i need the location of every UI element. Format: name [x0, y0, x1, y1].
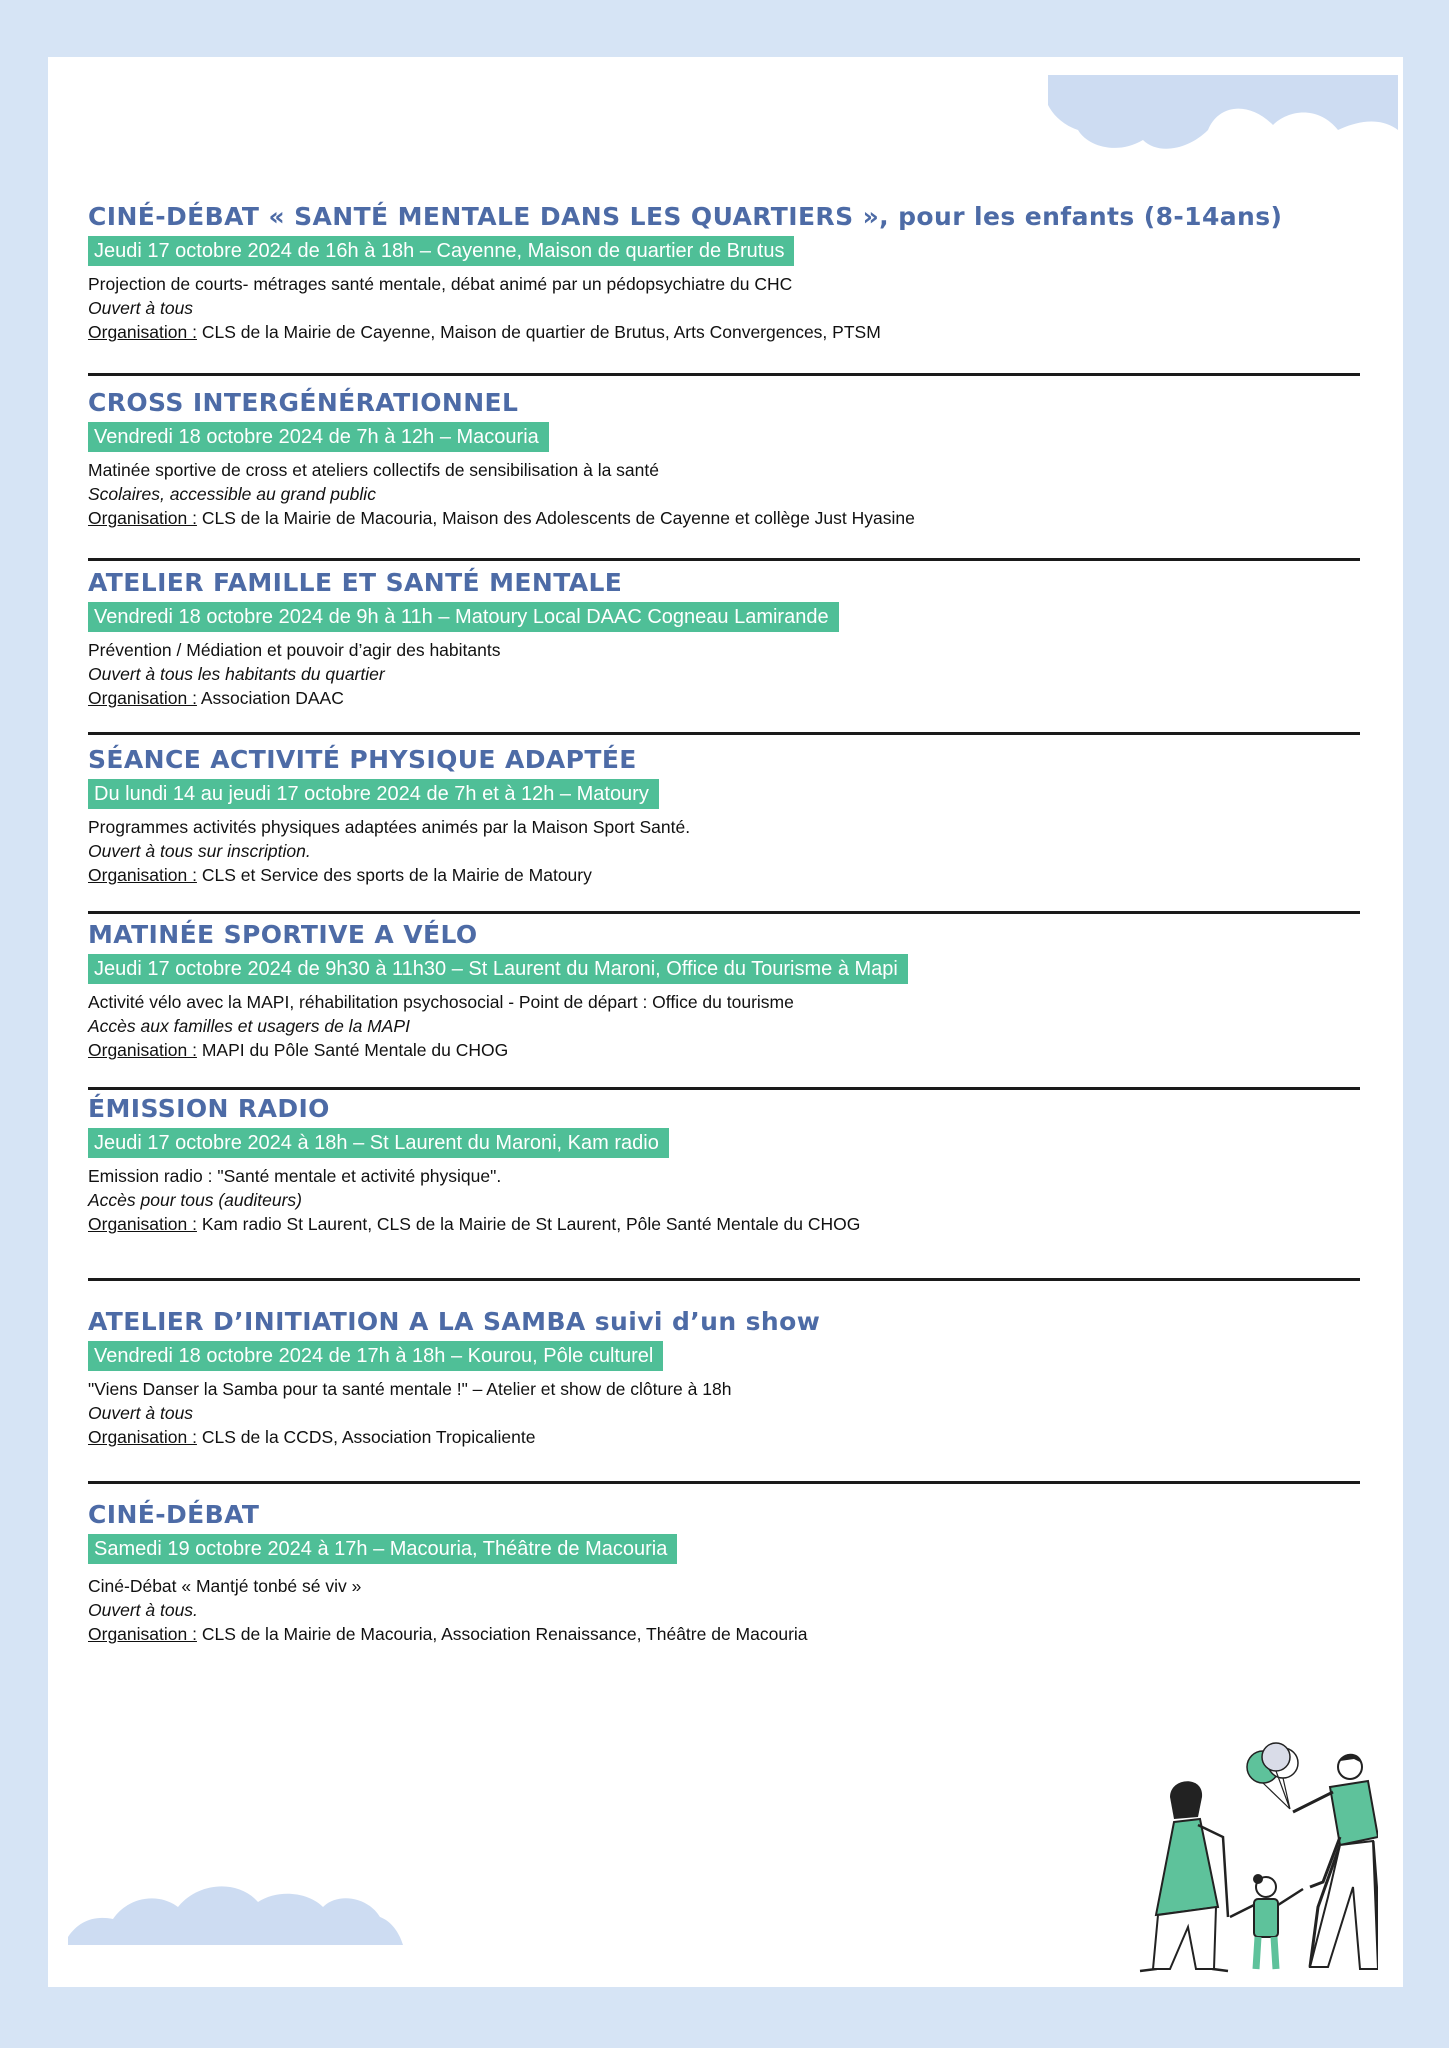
- section-divider: [88, 558, 1360, 561]
- event-description: Activité vélo avec la MAPI, réhabilitation psychosocial - Point de départ : Office du tourisme: [88, 992, 794, 1012]
- organisation-value: MAPI du Pôle Santé Mentale du CHOG: [201, 1040, 509, 1060]
- event-date-band: Jeudi 17 octobre 2024 à 18h – St Laurent du Maroni, Kam radio: [88, 1128, 669, 1158]
- cloud-top-icon: [1048, 75, 1398, 160]
- event-title: CROSS INTERGÉNÉRATIONNEL: [88, 388, 519, 417]
- organisation-value: CLS de la Mairie de Cayenne, Maison de quartier de Brutus, Arts Convergences, PTSM: [201, 322, 881, 342]
- event-title: ÉMISSION RADIO: [88, 1094, 330, 1123]
- event-description: Matinée sportive de cross et ateliers collectifs de sensibilisation à la santé: [88, 460, 659, 480]
- event-atelier-samba: [88, 1306, 1358, 1450]
- section-divider: [88, 911, 1360, 914]
- organisation-label: Organisation :: [88, 1624, 197, 1644]
- event-cine-debat-macouria: [88, 1499, 1358, 1647]
- event-audience: Ouvert à tous les habitants du quartier: [88, 664, 385, 684]
- event-organisation: [88, 863, 1358, 888]
- event-activite-physique-adaptee: [88, 744, 1358, 888]
- event-organisation: [88, 506, 1358, 531]
- organisation-label: Organisation :: [88, 1427, 197, 1447]
- event-description: Projection de courts- métrages santé mentale, débat animé par un pédopsychiatre du CHC: [88, 274, 793, 294]
- event-organisation: [88, 320, 1358, 345]
- event-audience: Accès pour tous (auditeurs): [88, 1190, 302, 1210]
- section-divider: [88, 373, 1360, 376]
- event-date-band: Jeudi 17 octobre 2024 de 16h à 18h – Cayenne, Maison de quartier de Brutus: [88, 236, 794, 266]
- event-audience: Ouvert à tous.: [88, 1600, 198, 1620]
- organisation-value: CLS de la Mairie de Macouria, Association Renaissance, Théâtre de Macouria: [201, 1624, 808, 1644]
- section-divider: [88, 1481, 1360, 1484]
- event-title: MATINÉE SPORTIVE A VÉLO: [88, 920, 478, 949]
- organisation-label: Organisation :: [88, 322, 197, 342]
- event-date-band: Du lundi 14 au jeudi 17 octobre 2024 de 7h et à 12h – Matoury: [88, 779, 659, 809]
- organisation-label: Organisation :: [88, 688, 197, 708]
- event-organisation: [88, 1212, 1358, 1237]
- organisation-label: Organisation :: [88, 1040, 197, 1060]
- organisation-value: CLS de la CCDS, Association Tropicaliente: [201, 1427, 536, 1447]
- event-organisation: [88, 1622, 1358, 1647]
- event-title: ATELIER FAMILLE ET SANTÉ MENTALE: [88, 568, 623, 597]
- organisation-value: CLS et Service des sports de la Mairie de Matoury: [201, 865, 592, 885]
- event-organisation: [88, 1425, 1358, 1450]
- event-title: CINÉ-DÉBAT « SANTÉ MENTALE DANS LES QUARTIERS », pour les enfants (8-14ans): [88, 202, 1283, 231]
- event-audience: Ouvert à tous: [88, 1403, 194, 1423]
- event-date-band: Jeudi 17 octobre 2024 de 9h30 à 11h30 – St Laurent du Maroni, Office du Tourisme à Mapi: [88, 954, 908, 984]
- cloud-bottom-icon: [68, 1867, 448, 1952]
- section-divider: [88, 732, 1360, 735]
- event-date-band: Vendredi 18 octobre 2024 de 17h à 18h – Kourou, Pôle culturel: [88, 1341, 663, 1371]
- event-title: CINÉ-DÉBAT: [88, 1500, 260, 1529]
- event-cross-intergenerationnel: [88, 387, 1358, 531]
- section-divider: [88, 1087, 1360, 1090]
- event-date-band: Vendredi 18 octobre 2024 de 7h à 12h – Macouria: [88, 422, 549, 452]
- event-matinee-velo: [88, 919, 1358, 1063]
- section-divider: [88, 1278, 1360, 1281]
- organisation-value: Kam radio St Laurent, CLS de la Mairie de St Laurent, Pôle Santé Mentale du CHOG: [201, 1214, 861, 1234]
- event-audience: Ouvert à tous sur inscription.: [88, 841, 311, 861]
- event-description: Programmes activités physiques adaptées animés par la Maison Sport Santé.: [88, 817, 691, 837]
- event-audience: Scolaires, accessible au grand public: [88, 484, 376, 504]
- event-title: ATELIER D’INITIATION A LA SAMBA suivi d’un show: [88, 1307, 821, 1336]
- organisation-label: Organisation :: [88, 865, 197, 885]
- event-description: Emission radio : "Santé mentale et activité physique".: [88, 1166, 502, 1186]
- organisation-label: Organisation :: [88, 508, 197, 528]
- flyer-page: [48, 57, 1403, 1987]
- event-date-band: Samedi 19 octobre 2024 à 17h – Macouria, Théâtre de Macouria: [88, 1534, 677, 1564]
- event-description: Prévention / Médiation et pouvoir d’agir des habitants: [88, 640, 501, 660]
- event-organisation: [88, 1038, 1358, 1063]
- event-atelier-famille: [88, 567, 1358, 711]
- family-balloons-illustration: [1078, 1737, 1378, 1977]
- event-audience: Accès aux familles et usagers de la MAPI: [88, 1016, 410, 1036]
- organisation-value: Association DAAC: [200, 688, 344, 708]
- organisation-label: Organisation :: [88, 1214, 197, 1234]
- event-title: SÉANCE ACTIVITÉ PHYSIQUE ADAPTÉE: [88, 745, 637, 774]
- organisation-value: CLS de la Mairie de Macouria, Maison des Adolescents de Cayenne et collège Just Hyasine: [201, 508, 915, 528]
- event-description: "Viens Danser la Samba pour ta santé mentale !" – Atelier et show de clôture à 18h: [88, 1379, 732, 1399]
- event-description: Ciné-Débat « Mantjé tonbé sé viv »: [88, 1576, 362, 1596]
- event-organisation: [88, 686, 1358, 711]
- event-audience: Ouvert à tous: [88, 298, 194, 318]
- event-cine-debat-quartiers: [88, 201, 1358, 345]
- event-date-band: Vendredi 18 octobre 2024 de 9h à 11h – Matoury Local DAAC Cogneau Lamirande: [88, 602, 839, 632]
- event-emission-radio: [88, 1093, 1358, 1237]
